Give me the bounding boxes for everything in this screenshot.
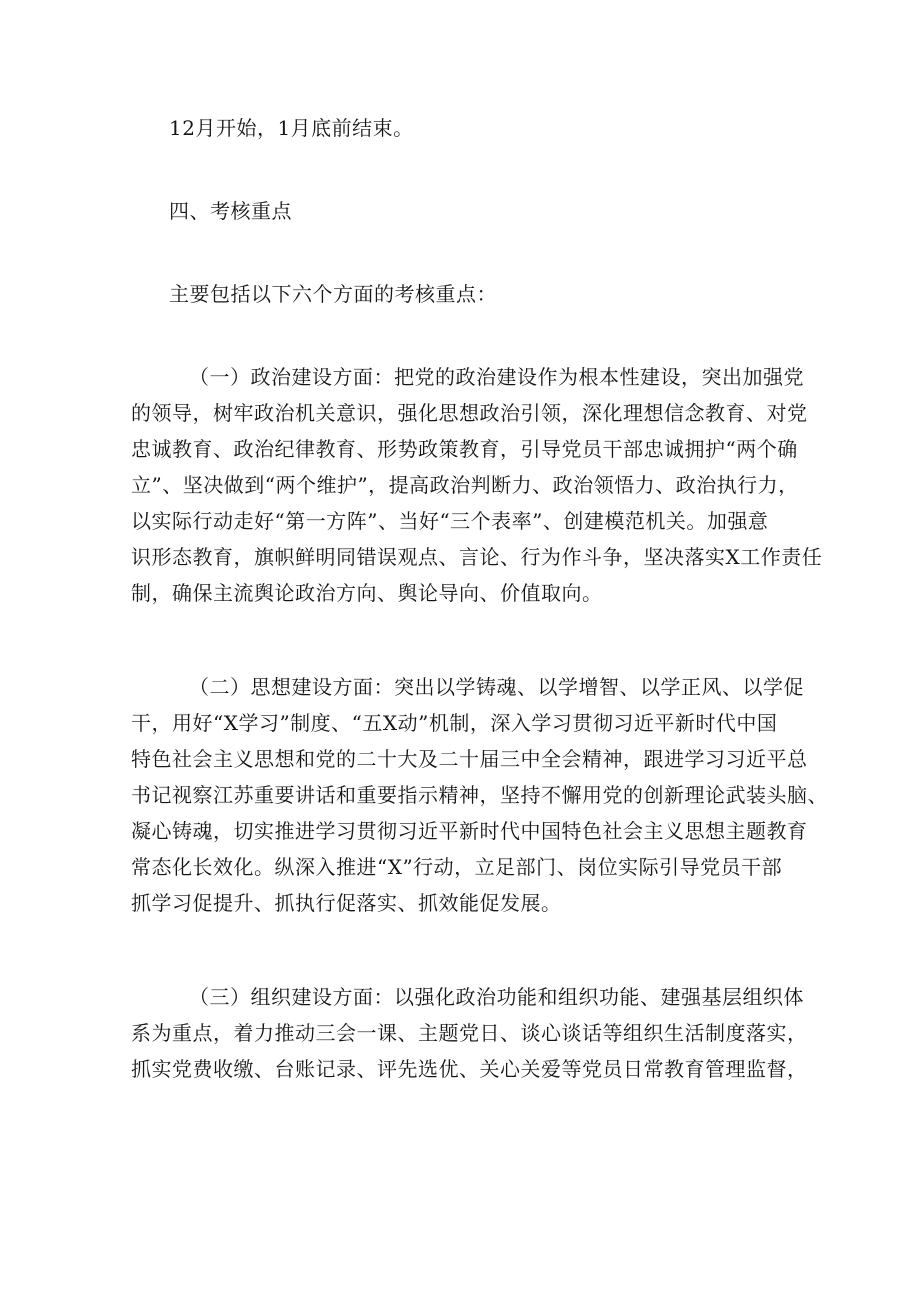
section-ideological — [131, 669, 831, 921]
document-body — [131, 110, 831, 1087]
text-line: （二）思想建设方面：突出以学铸魂、以学增智、以学正风、以学促 — [189, 675, 804, 699]
text-line: 书记视察江苏重要讲话和重要指示精神，坚持不懈用党的创新理论武装头脑、 — [131, 783, 828, 807]
text-line: （三）组织建设方面：以强化政治功能和组织功能、建强基层组织体 — [189, 985, 804, 1009]
text-line: 凝心铸魂，切实推进学习贯彻习近平新时代中国特色社会主义思想主题教育 — [131, 819, 808, 843]
paragraph — [131, 669, 831, 921]
section-heading — [131, 193, 831, 229]
text-line: 系为重点，着力推动三会一课、主题党日、谈心谈话等组织生活制度落实， — [131, 1021, 808, 1045]
text-line: 的领导，树牢政治机关意识，强化思想政治引领，深化理想信念教育、对党 — [131, 401, 808, 425]
heading-text: 四、考核重点 — [169, 199, 292, 223]
text-line: 12月开始，1月底前结束。 — [169, 116, 414, 140]
text-line: 忠诚教育、政治纪律教育、形势政策教育，引导党员干部忠诚拥护“两个确 — [131, 437, 798, 461]
paragraph — [131, 979, 831, 1087]
text-line: 特色社会主义思想和党的二十大及二十届三中全会精神，跟进学习习近平总 — [131, 747, 808, 771]
spacer — [131, 312, 831, 359]
text-line: 识形态教育，旗帜鲜明同错误观点、言论、行为作斗争，坚决落实X工作责任 — [131, 545, 823, 569]
text-line: 以实际行动走好“第一方阵”、当好“三个表率”、创建模范机关。加强意 — [131, 509, 769, 533]
timeline-line — [131, 110, 831, 146]
text-line: 干，用好“X学习”制度、“五X动”机制，深入学习贯彻习近平新时代中国 — [131, 711, 778, 735]
text-line: 抓学习促提升、抓执行促落实、抓效能促发展。 — [131, 891, 562, 915]
intro-line — [131, 276, 831, 312]
spacer — [131, 921, 831, 979]
spacer — [131, 611, 831, 669]
section-political — [131, 359, 831, 611]
text-line: 抓实党费收缴、台账记录、评先选优、关心关爱等党员日常教育管理监督， — [131, 1057, 808, 1081]
spacer — [131, 146, 831, 193]
text-line: 常态化长效化。纵深入推进“X”行动，立足部门、岗位实际引导党员干部 — [131, 855, 783, 879]
section-organizational — [131, 979, 831, 1087]
spacer — [131, 229, 831, 276]
paragraph — [131, 359, 831, 611]
text-line: 立”、坚决做到“两个维护”，提高政治判断力、政治领悟力、政治执行力， — [131, 473, 799, 497]
text-line: 制，确保主流舆论政治方向、舆论导向、价值取向。 — [131, 581, 603, 605]
text-line: 主要包括以下六个方面的考核重点： — [169, 282, 497, 306]
text-line: （一）政治建设方面：把党的政治建设作为根本性建设，突出加强党 — [189, 365, 804, 389]
